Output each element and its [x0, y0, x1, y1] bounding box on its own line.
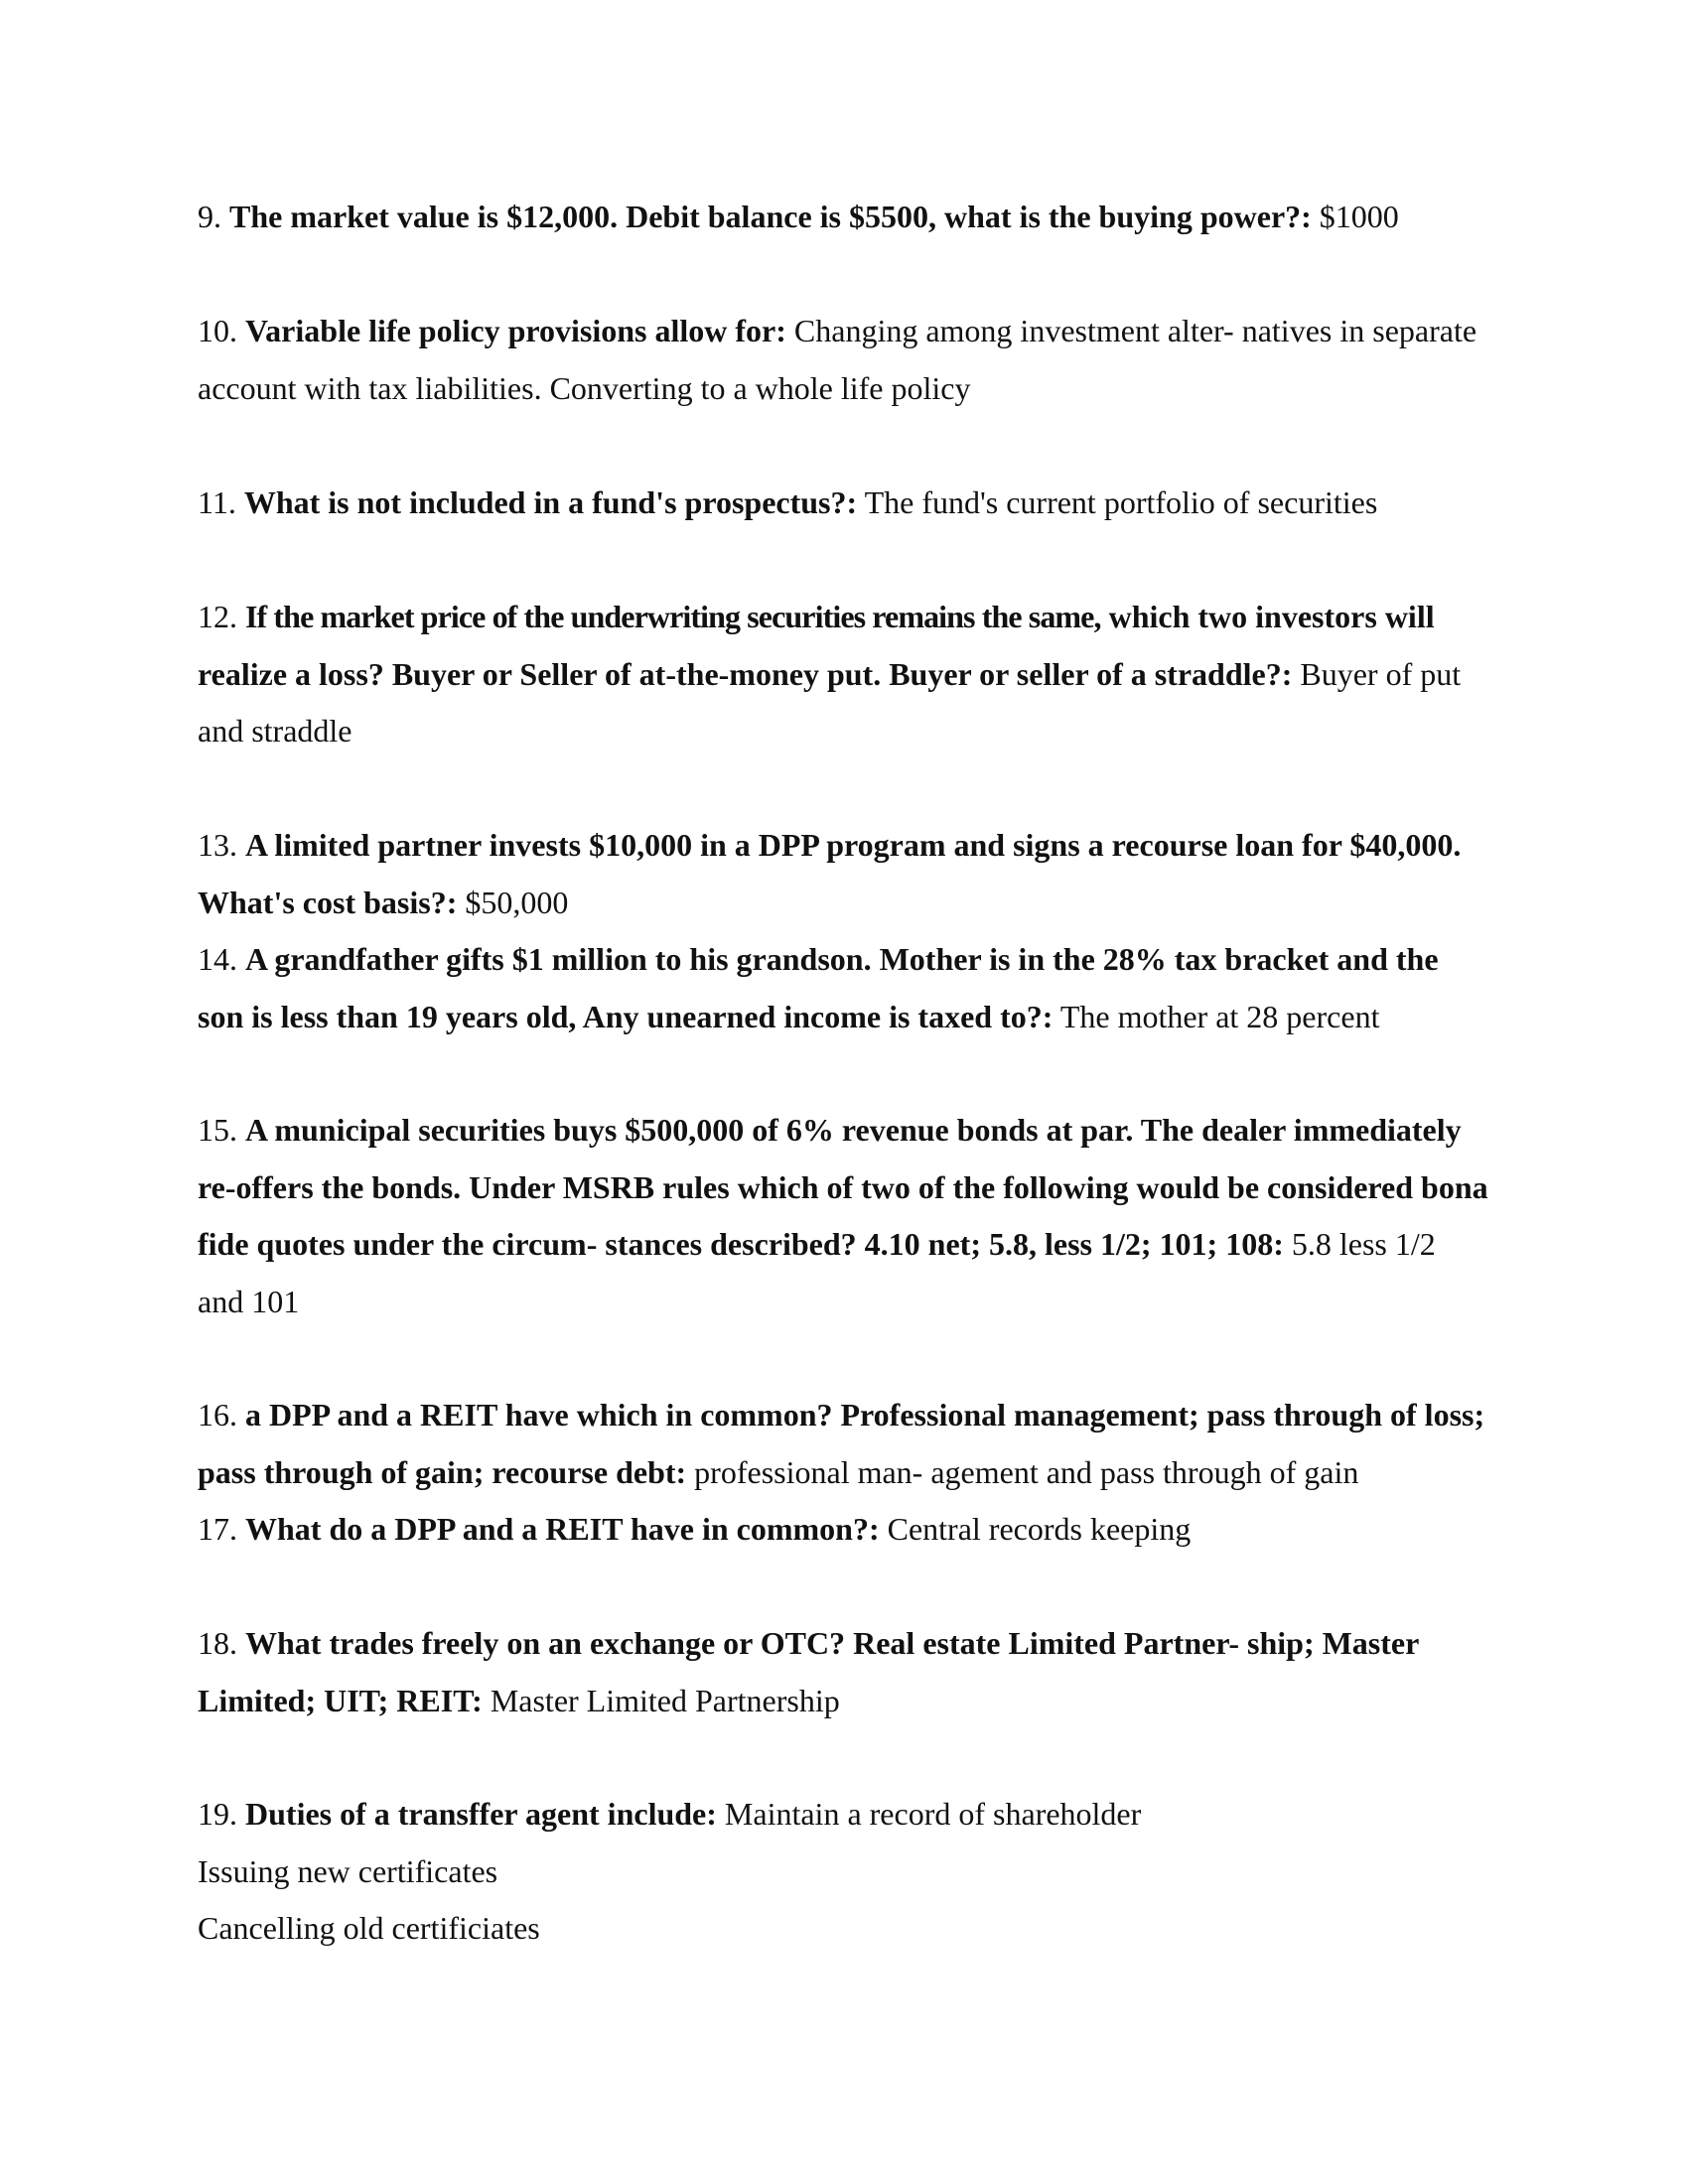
question-text: A limited partner invests $10,000 in a DPP program and signs a recourse loan for $40,000. What's cost basis?:: [198, 827, 1462, 920]
answer-text: Buyer of put and straddle: [198, 655, 1462, 749]
question-16: [198, 1387, 1488, 1501]
question-text: What do a DPP and a REIT have in common?:: [245, 1511, 880, 1547]
question-text: A municipal securities buys $500,000 of 6% revenue bonds at par. The dealer immediately re-offers the bonds. Under MSRB rules which of two of the following would be considered bona fide quotes under the circum- stances described? 4.10 net; 5.8, less 1/2; 101; 108:: [198, 1112, 1488, 1262]
question-number: 12.: [198, 599, 237, 634]
question-14: [198, 931, 1488, 1045]
question-11: [198, 475, 1488, 532]
answer-text: Master Limited Partnership: [490, 1682, 840, 1718]
question-text: Duties of a transffer agent include:: [245, 1796, 717, 1832]
answer-text: Changing among investment alter- natives in separate account with tax liabilities. Converting to a whole life policy: [198, 313, 1477, 406]
question-12: [198, 589, 1488, 760]
question-number: 10.: [198, 313, 237, 348]
question-text: What is not included in a fund's prospectus?:: [243, 484, 858, 520]
answer-text: The fund's current portfolio of securities: [864, 484, 1378, 520]
answer-text: professional man- agement and pass through of gain: [694, 1453, 1359, 1490]
question-text: a DPP and a REIT have which in common? Professional management; pass through of loss; pass through of gain; recourse debt:: [198, 1397, 1485, 1490]
question-text-part1: If the market price of the underwriting securities remains the same,: [245, 599, 1101, 634]
question-number: 9.: [198, 199, 221, 234]
question-text-part2: which two investors will realize a loss? Buyer or Seller of at-the-money put. Buyer or seller of a straddle?:: [198, 599, 1435, 692]
answer-text: Central records keeping: [887, 1511, 1192, 1547]
answer-text: $1000: [1319, 199, 1399, 234]
question-17: [198, 1501, 1488, 1559]
question-number: 18.: [198, 1625, 237, 1661]
question-line: [198, 1786, 1488, 1843]
question-text: What trades freely on an exchange or OTC? Real estate Limited Partner- ship; Master Limited; UIT; REIT:: [198, 1625, 1419, 1718]
question-18: [198, 1615, 1488, 1729]
question-9: [198, 189, 1488, 246]
answer-text: The mother at 28 percent: [1059, 998, 1380, 1034]
question-text: A grandfather gifts $1 million to his grandson. Mother is in the 28% tax bracket and the son is less than 19 years old, Any unearned income is taxed to?:: [198, 941, 1439, 1034]
answer-text: $50,000: [465, 884, 569, 920]
answer-line-3: Cancelling old certificiates: [198, 1910, 540, 1946]
question-number: 13.: [198, 827, 237, 863]
question-13: [198, 817, 1488, 931]
answer-line-2: Issuing new certificates: [198, 1852, 498, 1889]
question-text: The market value is $12,000. Debit balance is $5500, what is the buying power?:: [229, 199, 1312, 234]
question-19: [198, 1786, 1488, 1958]
question-number: 19.: [198, 1796, 237, 1832]
question-number: 15.: [198, 1112, 237, 1148]
question-number: 17.: [198, 1511, 237, 1547]
question-number: 16.: [198, 1397, 237, 1433]
question-number: 11.: [198, 484, 236, 520]
answer-line-1: Maintain a record of shareholder: [724, 1796, 1142, 1832]
answer-text: 5.8 less 1/2 and 101: [198, 1226, 1436, 1319]
question-text: Variable life policy provisions allow for:: [245, 313, 786, 348]
question-15: [198, 1102, 1488, 1330]
question-number: 14.: [198, 941, 237, 977]
question-10: [198, 303, 1488, 417]
